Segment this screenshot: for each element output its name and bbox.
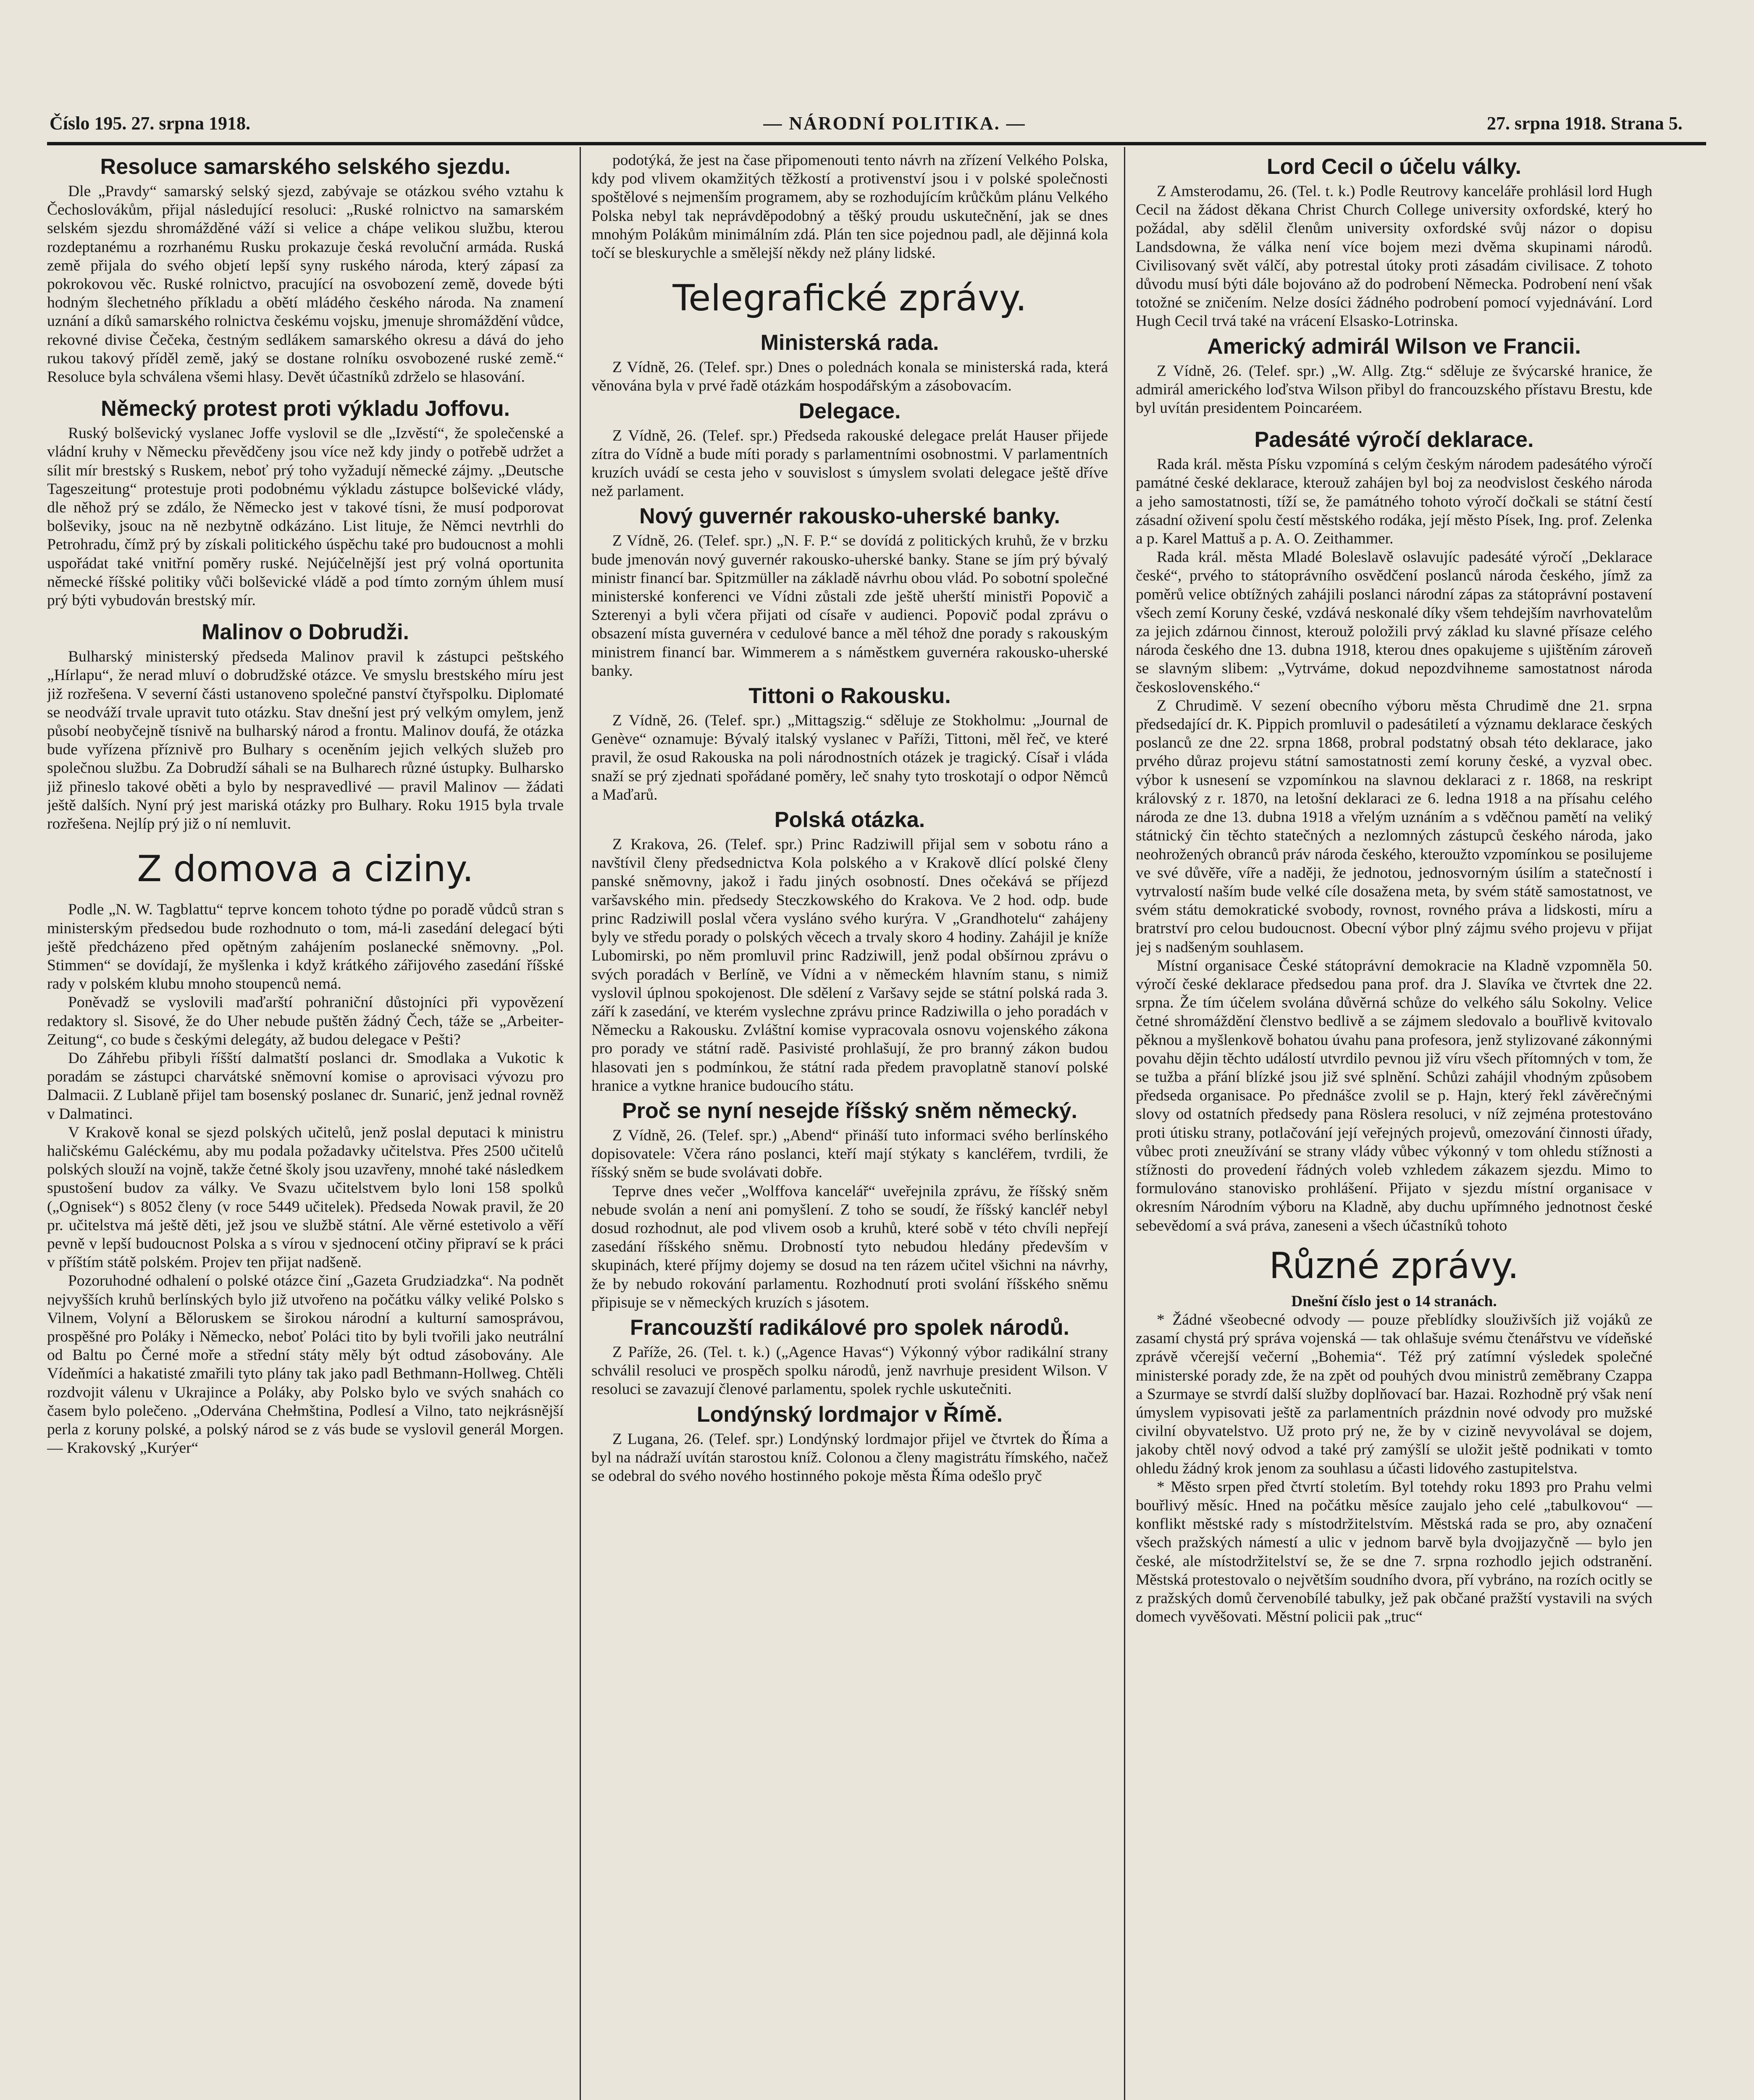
- article-body: Z Vídně, 26. (Telef. spr.) Dnes o polednách konala se ministerská rada, která věnována byla v prvé řadě otázkám hospodářským a zásobovacím.: [591, 359, 1108, 395]
- article-body: * Žádné všeobecné odvody — pouze přeblídky slouživších již vojáků ze zasamí chystá prý správa vojenská — tak ohlašuje svému čtenářstvu ve vídeňské zprávě včerejší večerní „Bohemia“. Též prý zatímní výsledek společné ministerské porady zde, že na zpět od pouhých dvou ministrů zeměbrany Czappa a Szurmaye se stvrdí další služby doplňovací bar. Hazai. Rozhodně prý však není úmyslem vypisovati ještě za parlamentních prázdnin nové odvody pro mužské civilní obyvatelstvo. Už proto prý ne, že by v cizině nevyvolával se dojem, jakoby chtěl nový odvod a také prý zamýšlí se uložit ještě podnikati v tomto ohledu žádný krok jenom za souhlasu a účasti lidového zastupitelstva.: [1136, 1311, 1652, 1477]
- article-body: Podle „N. W. Tagblattu“ teprve koncem tohoto týdne po poradě vůdců stran s ministerským předsedou bude rozhodnuto o tom, má-li zasedání delegací býti ještě předcházeno před opětným zahájením poslanecké sněmovny. „Pol. Stimmen“ se dovídají, že myšlenka i když krátkého zářijového zasedání říšské rady v polském klubu mnoho stoupenců nemá.: [47, 901, 564, 993]
- masthead-title: — NÁRODNÍ POLITIKA. —: [763, 113, 1026, 134]
- section-heading: Telegrafické zprávy.: [672, 277, 1027, 320]
- article-body: Z Vídně, 26. (Telef. spr.) Předseda rakouské delegace prelát Hauser přijede zítra do Vídně a bude míti porady s parlamentními osobnostmi. V parlamentních kruzích uvádí se cesta jeho v souvislost s úmyslem svolati delegace ještě dříve než parlament.: [591, 427, 1108, 500]
- article-heading: Nový guvernér rakousko-uherské banky.: [639, 504, 1060, 529]
- article-body: Bulharský ministerský předseda Malinov pravil k zástupci peštského „Hírlapu“, že nerad mluví o dobrudžské otázce. Ve smyslu brestského míru jest již rozřešena. V severní části ustanoveno společné panství čtyřspolku. Diplomaté se neodváží trvale upravit tuto otázku. Stav dnešní jest prý velkým omylem, jenž působí neobyčejně tísnivě na bulharský národ a frontu. Malinov doufá, že otázka bude vyřízena příznivě pro Bulhary s oceněním jejich velkých služeb pro společnou službu. Za Dobrudží sáhali se na Bulharech různé ústupky. Bulharsko již přineslo takové oběti a bylo by nespravedlivé — pravil Malinov — žádati ještě dalších. Nyní prý jest mariská otázky pro Bulhary. Roku 1915 byla trvale rozřešena. Nejlíp prý již o ní nemluvit.: [47, 648, 564, 833]
- header-rule: [47, 142, 1706, 145]
- article-body: Dle „Pravdy“ samarský selský sjezd, zabývaje se otázkou svého vztahu k Čechoslovákům, přijal následující resoluci: „Ruské rolnictvo na samarském selském sjezdu shromážděné váží si velice a chápe velikou službu, kterou rozdeptanému a rozrhanému Rusku prokazuje česká revoluční armáda. Ruská země přijala do svého objetí lepší syny ruského národa, který zápasí za pokrokovou věc. Ruské rolnictvo, pracující na osvobození země, dovede býti hodným šlechetného příkladu a obětí mládého českého národa. Na znamení uznání a díků samarského rolnictva českému vojsku, jmenuje shromáždění vůdce, rekovné divise Čečeka, čestným sedlákem samarského okresu a dává do jeho rukou takový příděl země, jaký se dostane rolníku osvobozené ruské země.“ Resoluce byla schválena všemi hlasy. Devět účastníků zdrželo se hlasování.: [47, 183, 564, 386]
- issue-note: Dnešní číslo jest o 14 stranách.: [1291, 1292, 1497, 1310]
- article-body: Z Vídně, 26. (Telef. spr.) „Mittagszig.“ sděluje ze Stokholmu: „Journal de Genève“ oznamuje: Bývalý italský vyslanec v Paříži, Tittoni, měl řeč, ve které pravil, že osud Rakouska na poli národnostních otázek je tragický. Císař i vláda snaží se prý zjednati spořádané poměry, leč snahy tyto troskotají o odpor Němců a Maďarů.: [591, 712, 1108, 803]
- article-heading: Malinov o Dobrudži.: [202, 620, 409, 645]
- article-body: Rada král. města Mladé Boleslavě oslavujíc padesáté výročí „Deklarace české“, prvého to státoprávního osvědčení poslanců národa českého, jímž za poměrů velice obtížných zahájili poslanci národní zápas za státoprávní postavení všech zemí Koruny české, vzdává neskonalé díky všem tehdejším navrhovatelům za jejich zdárnou činnost, kterouž položili prvý základ ku slavné přísaze celého národa českého dne 13. dubna 1918, kterou dnes opakujeme s ujištěním zároveň se slavným slibem: „Vytrváme, dokud nepozdvihneme samostatnost národa československého.“: [1136, 549, 1652, 696]
- article-body: Z Chrudimě. V sezení obecního výboru města Chrudimě dne 21. srpna předsedající dr. K. Pippich promluvil o padesátiletí a významu deklarace českých poslanců ze dne 22. srpna 1868, probral podstatný obsah této deklarace, jako prvého důraz projevu státní samostatnosti zemí koruny české, a vyzval obec. výbor k usnesení se vzpomínkou na slavnou deklaraci z r. 1868, na reskript královský z r. 1870, na letošní deklaraci ze 6. ledna 1918 a na přísahu celého národa ze dne 13. dubna 1918 a vřelým uznáním a s vděčnou pamětí na veliký státnický čin těchto statečných a nezlomných zástupců českého národa, jako neohrožených obranců práv národa českého, kteroužto vzpomínkou se posilujeme ve své důvěře, víře a naději, že jednotou, jednosvorným úsilím a statečností i vytrvalostí naším bude velké cíle dosažena meta, by svém státě samostatnost, ve svém státu demokratické svobody, rovnost, rovného práva a lidskosti, míru a bratrství pro celou budoucnost. Obecní výbor plný zájmu svého projevu v přijat jej s nadšeným souhlasem.: [1136, 697, 1652, 956]
- article-body: V Krakově konal se sjezd polských učitelů, jenž poslal deputaci k ministru haličskému Galéckému, aby mu podala požadavky učitelstva. Přes 2500 učitelů polských slouží na vojně, takže četné školy jsou uzavřeny, mnohé také následkem spustošení budov za války. Ve Svazu učitelstvem bylo loni 158 spolků („Ognisek“) s 8052 členy (v roce 5449 učitelek). Předseda Nowak pravil, že 20 pr. učitelstva má ještě děti, jež jsou ve službě státní. Ale věrné estetivolo a věří pevně v lepší budoucnost Polska a s vírou v sjednocení otčiny připraví se k práci v příštím státě polském. Projev ten přijat nadšeně.: [47, 1124, 564, 1271]
- article-body: Poněvadž se vyslovili maďarští pohraniční důstojníci při vypovězení redaktory sl. Sisové, že do Uher nebude puštěn žádný Čech, táže se „Arbeiter-Zeitung“, co bude s českými delegáty, až budou delegace v Pešti?: [47, 994, 564, 1048]
- column-divider: [1124, 147, 1125, 2100]
- column-divider: [580, 147, 581, 2100]
- column-3: [1136, 151, 1652, 2100]
- section-heading: Z domova a ciziny.: [137, 848, 474, 890]
- article-body: Z Vídně, 26. (Telef. spr.) „N. F. P.“ se dovídá z politických kruhů, že v brzku bude jmenován nový guvernér rakousko-uherské banky. Stane se jím prý bývalý ministr financí bar. Spitzmüller na základě návrhu obou vlád. Po sobotní společné ministerské konferenci ve Vídni zůstali zde ještě uherští ministři Popovič a Szterenyi a byli včera přijati od císaře v audienci. Popovič podal zprávu o obsazení místa guvernéra v cedulové bance a měl téhož dne porady s rakouským ministrem financí bar. Wimmerem a s náměstkem guvernéra rakousko-uherské banky.: [591, 532, 1108, 680]
- article-body: Teprve dnes večer „Wolffova kancelář“ uveřejnila zprávu, že říšský sněm nebude svolán a není ani pomyšlení. Z toho se soudí, že říšský kancléř nebyl dosud rozhodnut, ale pod vlivem osob a kruhů, které sobě v této chvíli nepřejí zasedání říšského sněmu. Drobností tyto nebudou hledány především v skupinách, které příjmy dojemy se dosud na ten rázem učitel všichni na návrhy, že by nebudo rokování parlamentu. Rozhodnutí proti svolání říšského sněmu připisuje se v německých kruzích s jásotem.: [591, 1182, 1108, 1311]
- section-heading: Různé zprávy.: [1269, 1244, 1519, 1287]
- article-body: Z Vídně, 26. (Telef. spr.) „Abend“ přináší tuto informaci svého berlínského dopisovatele: Včera ráno poslanci, kteří mají stýkaty s kancléřem, tvrdili, že říšský sněm se bude svolávati dobře.: [591, 1126, 1108, 1181]
- article-body: * Město srpen před čtvrtí stoletím. Byl totehdy roku 1893 pro Prahu velmi bouřlivý měsíc. Hned na počátku měsíce zaujalo jeho celé „tabulkovou“ — konflikt městské rady s místodržitelstvím. Městská rada se pro, aby označení všech pražských námestí a ulic v jednom barvě byla dvojjazyčně — bylo jen české, ale místodržitelství se, že se dne 7. srpna rozhodlo jejich odstranění. Městská protestovalo o největším soudního dvora, pří vybráno, na rozích ocitly se z pražských domů červenobílé tabulky, jež pak občané pražští vystavili na svých domech vyvěšovati. Městní policii pak „truc“: [1136, 1478, 1652, 1626]
- article-heading: Tittoni o Rakousku.: [748, 684, 951, 709]
- article-body: podotýká, že jest na čase připomenouti tento návrh na zřízení Velkého Polska, kdy pod vlivem okamžitých těžkostí a protivenství jsou i v polské společnosti spoštělové s nejmenším programem, aby se rozhodujícím krůčkům plánu Velkého Polska nebyl tak neprávděpodobný a těšký proudu uskutečnění, jak se dnes mnohým Polákům minimálním zdá. Plán ten sice pojednou padl, ale dějinná kola točí se bleskurychle a smělejší někdy než plány lidské.: [591, 152, 1108, 262]
- article-heading: Padesáté výročí deklarace.: [1254, 428, 1534, 452]
- article-heading: Proč se nyní nesejde říšský sněm německý.: [622, 1098, 1077, 1123]
- page-date: 27. srpna 1918. Strana 5.: [1487, 113, 1683, 134]
- issue-number: Číslo 195. 27. srpna 1918.: [50, 113, 250, 134]
- article-heading: Francouzští radikálové pro spolek národů.: [630, 1315, 1070, 1340]
- column-2: [591, 151, 1108, 2100]
- article-body: Do Záhřebu přibyli říšští dalmatští poslanci dr. Smodlaka a Vukotic k poradám se zástupci charvátské sněmovní komise o aprovisaci vývozu pro Dalmacii. Z Lublaně přijel tam bosenský poslanec dr. Sunarić, jenž jednal rovněž v Dalmatinci.: [47, 1049, 564, 1123]
- article-heading: Ministerská rada.: [760, 331, 939, 355]
- article-heading: Americký admirál Wilson ve Francii.: [1207, 334, 1581, 359]
- article-heading: Resoluce samarského selského sjezdu.: [100, 155, 511, 179]
- article-body: Pozoruhodné odhalení o polské otázce činí „Gazeta Grudziadzka“. Na podnět nejvyšších kruhů berlínských bylo již utvořeno na počátku války veliké Polsko s Vilnem, Volyní a Běloruskem se širokou národní a kulturní samosprávou, prospěšné pro Poláky i Německo, neboť Poláci tito by byli tvořili jako neutrální od Baltu po Černé moře a střední státy měly být odtud zásobovány. Ale Vídeňmíci a hakatisté zmařili tyto plány tak jako padl Bethmann-Hollweg. Chtěli rozdvojit válenu v Ukrajince a Poláky, aby Polsko bylo ve svých snahách co časem bylo polečeno. „Odervána Chełmština, Podlesí a Vilno, tato nejkrásnější perla z koruny polské, a polský národ se z vás bude se vyslovil generál Morgen. — Krakovský „Kurýer“: [47, 1272, 564, 1457]
- article-body: Místní organisace České státoprávní demokracie na Kladně vzpomněla 50. výročí české deklarace předsedou pana prof. dra J. Slavíka ve čtvrtek dne 22. srpna. Že tím účelem svolána důvěrná schůze do velkého sálu Sokolny. Velice četné shromáždění členstvo bedlivě a se zájmem sledovalo a bouřlivě kvitovalo pěknou a myšlenkově bohatou úvahu pana profesora, jenž stylizované zákonnými povahu dějin těchto událostí utvrdilo pevnou již víru všech přítomných v tom, že se tužba a přání blízké jsou již své splnění. Schůzi zahájil vhodným způsobem předseda organisace. Po přednášce zvolil se p. Hajn, který řekl závěrečnými slovy od ostatních předsedy pana Röslera resoluci, v níž zejména protestováno proti útisku strany, potlačování její veřejných projevů, omezování činnosti úřady, vůbec proti zneužívání se strany vlády vůbec výkonný v tom ohledu stížnosti a stížnosti do provedení řádných voleb vzhledem zákazem sjezdu. Mimo to formulováno stanovisko prohlášení. Přijato v sjezdu místní organisace v okresním Národním výboru na Kladně, aby duchu upřímného jednotnost české sebevědomí a svá práva, zaneseni a všech účastníků tohoto: [1136, 957, 1652, 1234]
- article-body: Z Krakova, 26. (Telef. spr.) Princ Radziwill přijal sem v sobotu ráno a navštívil členy předsednictva Kola polského a v Krakově dlící polské členy panské sněmovny, jakož i řadu jiných osobností. Dnes očekává se příjezd varšavského min. předsedy Steczkowského do Krakova. Ve 2 hod. odp. bude princ Radziwill poslal včera vysláno svého kurýra. V „Grandhotelu“ zahájeny byly ve středu porady o polských věcech a trvaly skoro 4 hodiny. Zahájil je kníže Lubomirski, po něm promluvil princ Radziwill, jenž podal obšírnou zprávu o svých poradách v Berlíně, ve Vídni a v německém hlavním stanu, s nimiž vyslovil úplnou spokojenost. Dle sdělení z Varšavy sejde se státní polská rada 3. září k zasedání, ve kterém vyslechne zprávu prince Radziwilla o jeho poradách v Německu a Rakousku. Zvláštní komise vypracovala osnovu vojenského zákona pro porady ve státní radě. Pasivisté prohlašují, že pro branný zákon budou hlasovati jen s podmínkou, že státní rada předem pravoplatně stanoví polské hranice a vytkne hranice budoucího státu.: [591, 836, 1108, 1095]
- column-1: [47, 151, 564, 2100]
- article-body: Rada král. města Písku vzpomíná s celým českým národem padesátého výročí památné české deklarace, kterouž zahájen byl boj za neodvislost českého národa a jeho samostatnosti, tíží se, že památného tohoto výročí dočkali se státní čestí zásadní oživení spolu čestí městského rodáka, její město Písek, Ing. prof. Zelenka a p. Karel Mattuš a p. A. O. Zeithammer.: [1136, 456, 1652, 548]
- article-body: Z Lugana, 26. (Telef. spr.) Londýnský lordmajor přijel ve čtvrtek do Říma a byl na nádraží uvítán starostou kníž. Colonou a členy magistrátu římského, načež se odebral do svého nového hostinného pokoje města Říma odešlo pryč: [591, 1430, 1108, 1485]
- article-heading: Německý protest proti výkladu Joffovu.: [101, 396, 510, 421]
- article-heading: Delegace.: [798, 399, 901, 423]
- article-heading: Polská otázka.: [774, 808, 925, 832]
- article-body: Z Vídně, 26. (Telef. spr.) „W. Allg. Ztg.“ sděluje ze švýcarské hranice, že admirál amerického loďstva Wilson přibyl do francouzského přístavu Brestu, kde byl uvítán presidentem Poincaréem.: [1136, 362, 1652, 417]
- article-heading: Lord Cecil o účelu války.: [1267, 155, 1521, 179]
- article-body: Z Paříže, 26. (Tel. t. k.) („Agence Havas“) Výkonný výbor radikální strany schválil resoluci ve prospěch spolku národů, jenž navrhuje president Wilson. V resoluci se zavazují členové parlamentu, spolek rychle uskutečniti.: [591, 1343, 1108, 1398]
- article-heading: Londýnský lordmajor v Římě.: [696, 1402, 1003, 1427]
- article-body: Z Amsterodamu, 26. (Tel. t. k.) Podle Reutrovy kanceláře prohlásil lord Hugh Cecil na žádost děkana Christ Church College university oxfordské, který ho požádal, aby sdělil členům university oxfordské svůj názor o dopisu Landsdowna, že válka není více bojem mezi dvěma skupinami národů. Civilisovaný svět válčí, aby potrestal útoky proti zásadám civilisace. Z tohoto důvodu musí býti dále bojováno až do podrobení Německa. Podrobení není však totožné se zničením. Nelze dosíci žádného podrobení pomocí vyjednávání. Lord Hugh Cecil trvá také na vrácení Elsasko-Lotrinska.: [1136, 183, 1652, 330]
- article-body: Ruský bolševický vyslanec Joffe vyslovil se dle „Izvěstí“, že společenské a vládní kruhy v Německu převědčeny jsou více než kdy jindy o potřebě udržet a sílit mír brestský s Ruskem, neboť prý toho vyžadují německé zájmy. „Deutsche Tageszeitung“ protestuje proti podobnému výkladu zástupce bolševické vlády, dle něhož prý se zdálo, že Německo jest v takové tísni, že musí podporovat bolševiky, jsouc na ně nezbytně odkázáno. List lituje, že Němci nevtrhli do Petrohradu, čímž prý by získali politického úspěchu také pro budoucnost a mohli uspořádat také vnitřní poměry ruské. Nejúčelnější jest prý volná oportunita německé říšské politiky vůči bolševické vládě a pod tímto zorným úhlem musí prý býti vybudován brestský mír.: [47, 425, 564, 609]
